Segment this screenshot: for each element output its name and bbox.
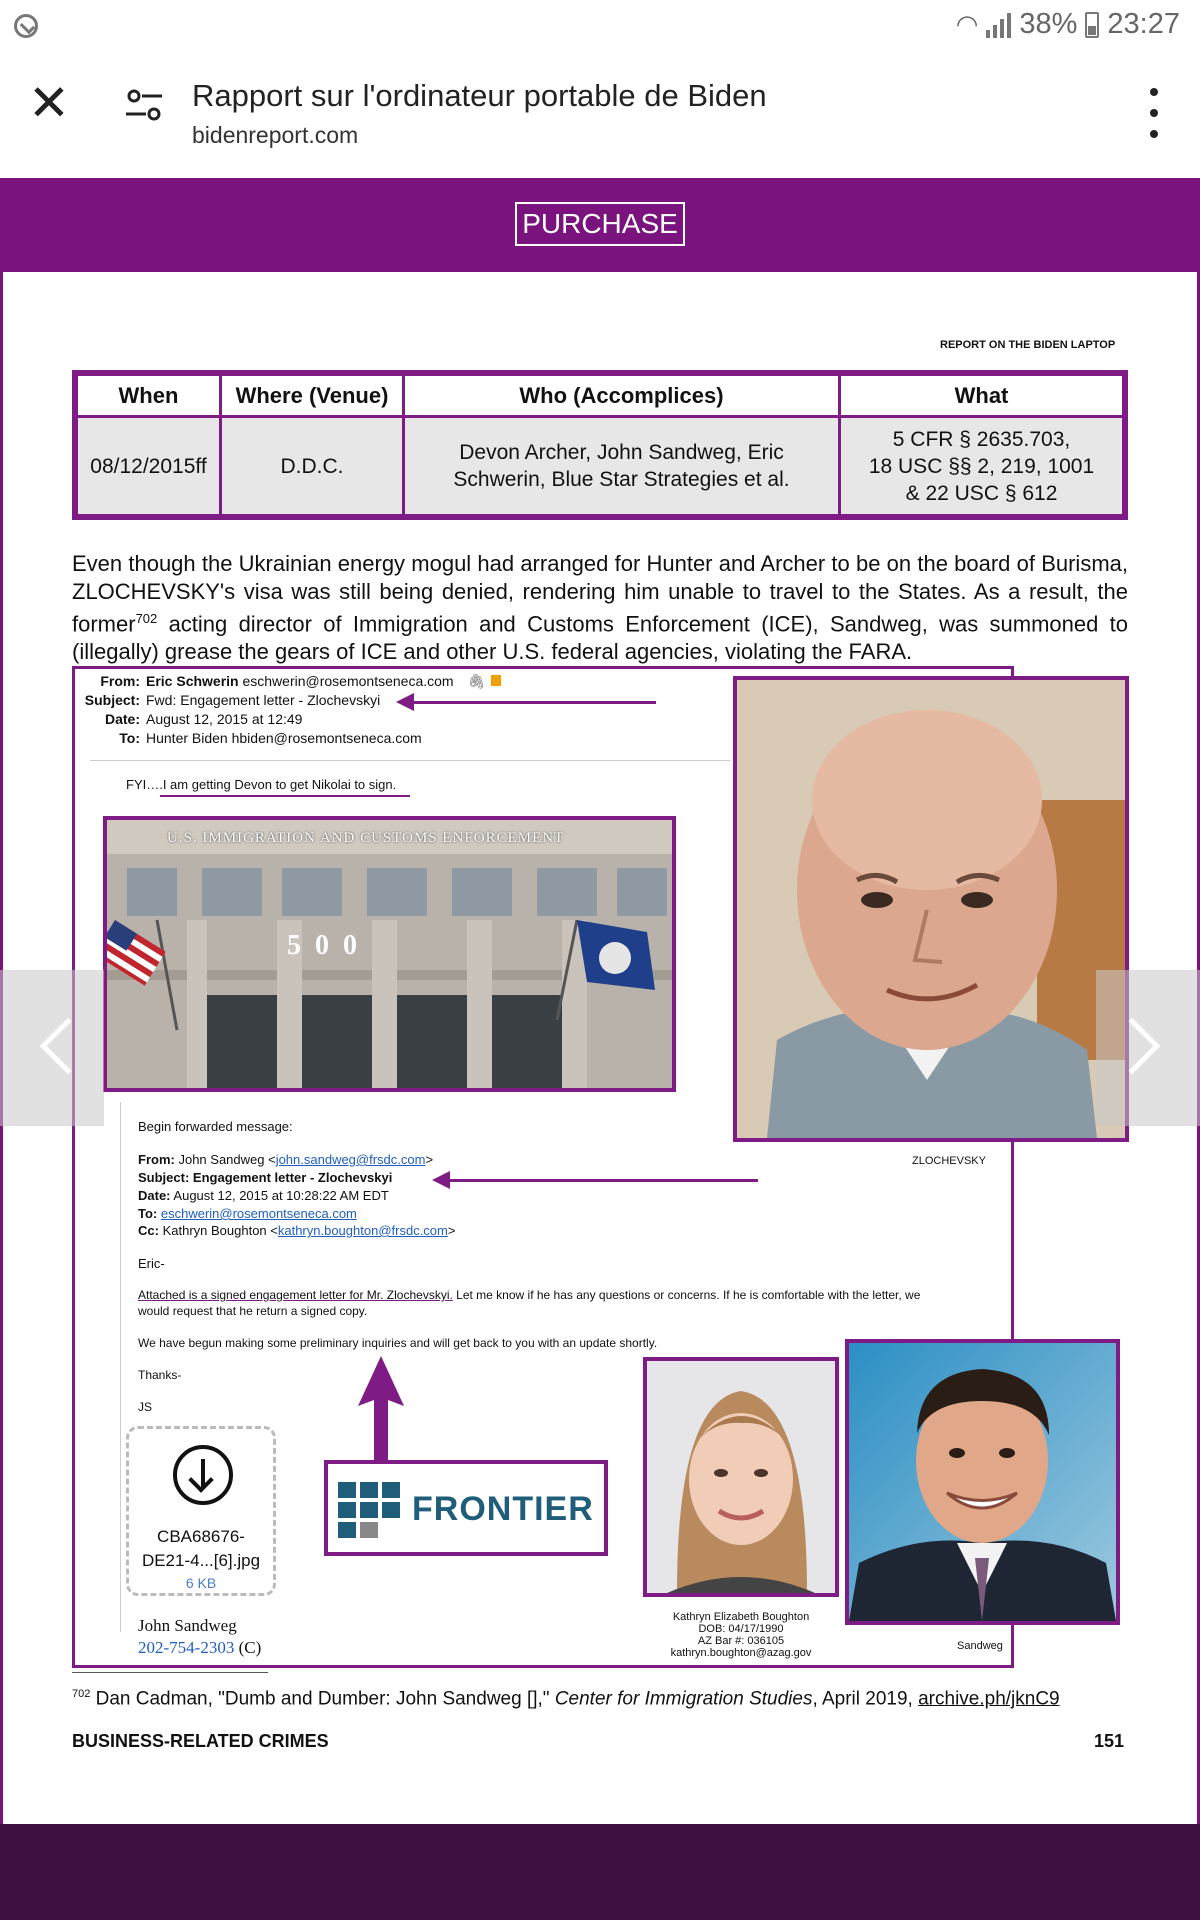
status-bar [0,0,1200,50]
table-cell-when: 08/12/2015ff [77,417,221,516]
attachment-name-1: CBA68676- [157,1527,245,1546]
wifi-icon: ◠ [955,9,979,39]
footer-section-title: BUSINESS-RELATED CRIMES [72,1731,329,1751]
status-indicators [956,8,1180,41]
email2-initials: JS [138,1400,153,1414]
email2-body1-line2: would request that he return a signed copy. [138,1304,368,1318]
next-page-button[interactable] [1096,970,1200,1126]
building-sign: U.S. IMMIGRATION AND CUSTOMS ENFORCEMENT [167,830,565,846]
page-number: 151 [1094,1731,1125,1751]
email2-to-link[interactable]: eschwerin@rosemontseneca.com [160,1206,357,1221]
signature-phone-row: 202-754-2303 (C) [138,1638,262,1657]
close-icon[interactable]: ✕ [28,75,70,131]
table-header-what: What [840,375,1124,417]
sandweg-caption: Sandweg [957,1640,1003,1652]
purchase-button[interactable]: PURCHASE [515,202,685,246]
notification-icon [14,14,38,38]
what-line-2: 18 USC §§ 2, 219, 1001 [868,454,1095,478]
paragraph-part-2: acting director of Immigration and Customs Enforcement (ICE), Sandweg, was summoned to (illegally) grease the gears of ICE and other U.S. federal agencies, violating the FARA. [72,611,1128,664]
email1-subject-row: Subject: Fwd: Engagement letter - Zlochevskyi [84,692,381,708]
forwarded-label: Begin forwarded message: [138,1119,293,1134]
email2-greeting: Eric- [138,1256,165,1271]
more-options-icon[interactable] [1140,88,1168,138]
ice-building-image [107,820,672,1088]
zlochevsky-portrait [737,680,1125,1138]
ice-building-photo [103,816,676,1092]
flag-icon [491,675,501,686]
email1-from-email: eschwerin@rosemontseneca.com [242,673,454,689]
email2-to-row: To: eschwerin@rosemontseneca.com [138,1206,357,1221]
email2-cc-row: Cc: Kathryn Boughton <kathryn.boughton@frsdc.com> [138,1223,456,1238]
attachment-size: 6 KB [185,1575,217,1591]
paragraph-part-1: Even though the Ukrainian energy mogul had arranged for Hunter and Archer to be on the board of Burisma, ZLOCHEVSKY's visa was still being denied, rendering him unable to travel to the States. As a result, the former [72,551,1128,637]
signature-phone[interactable]: 202-754-2303 [138,1638,235,1657]
table-cell-where: D.D.C. [221,417,404,516]
battery-icon [1085,12,1099,38]
signature-name: John Sandweg [138,1616,237,1635]
email1-from-row: From: Eric Schwerin eschwerin@rosemontseneca.com 🖇︎ [78,673,501,690]
what-line-1: 5 CFR § 2635.703, [892,427,1071,451]
page-title: Rapport sur l'ordinateur portable de Biden [192,78,767,113]
chevron-left-icon [40,1018,97,1075]
footnote: $^{702}$ Dan Cadman, "Dumb and Dumber: John Sandweg []," Center for Immigration Studies, April 2019, archive.ph/jknC9 [72,1688,1060,1710]
table-cell-who: Devon Archer, John Sandweg, Eric Schwerin, Blue Star Strategies et al. [404,417,840,516]
email2-body1-underlined: Attached is a signed engagement letter for Mr. Zlochevskyi. [138,1288,453,1302]
table-cell-what [840,417,1124,516]
building-number: 5 0 0 [287,930,357,961]
crime-table [72,370,1128,520]
boughton-photo [643,1357,839,1597]
footnote-ref[interactable]: 702 [135,611,158,626]
boughton-caption: Kathryn Elizabeth Boughton DOB: 04/17/1990 AZ Bar #: 036105 kathryn.boughton@azag.gov [670,1611,812,1659]
sandweg-portrait [849,1343,1116,1621]
signal-icon [986,12,1011,38]
sandweg-photo [845,1339,1120,1625]
email1-divider [90,760,730,761]
table-header-when: When [77,375,221,417]
attachment-name-2: DE21-4...[6].jpg [141,1551,261,1570]
frontier-logo-mark [338,1482,402,1538]
arrow-frontier [356,1356,406,1466]
table-header-who: Who (Accomplices) [404,375,840,417]
chevron-right-icon [1104,1018,1161,1075]
footnote-link[interactable]: archive.ph/jknC9 [918,1688,1060,1710]
bottom-banner [0,1824,1200,1920]
email1-body: FYI….I am getting Devon to get Nikolai to sign. [126,777,397,792]
download-icon [173,1445,233,1505]
frontier-logo-text: FRONTIER [412,1490,594,1528]
attachment-card[interactable] [126,1426,276,1596]
what-line-3: & 22 USC § 612 [905,481,1058,505]
zlochevsky-caption: ZLOCHEVSKY [912,1155,986,1167]
previous-page-button[interactable] [0,970,104,1126]
email2-date-row: Date: August 12, 2015 at 10:28:22 AM EDT [138,1188,389,1203]
email1-date-row: Date: August 12, 2015 at 12:49 [104,711,303,727]
table-header-where: Where (Venue) [221,375,404,417]
email2-from-link[interactable]: john.sandweg@frsdc.com [275,1152,426,1167]
email2-subject-row: Subject: Engagement letter - Zlochevskyi [138,1170,393,1185]
zlochevsky-photo [733,676,1129,1142]
email2-body2: We have begun making some preliminary inquiries and will get back to you with an update shortly. [138,1336,658,1350]
browser-app-bar [0,50,1200,178]
email1-from-name: Eric Schwerin [146,673,239,689]
frontier-logo [324,1460,608,1556]
email2-cc-link[interactable]: kathryn.boughton@frsdc.com [277,1223,448,1238]
body-paragraph [72,550,1128,665]
report-header: REPORT ON THE BIDEN LAPTOP [940,339,1116,351]
footnote-rule [72,1672,268,1673]
email1-body-underline [160,795,410,797]
email1-to-row: To: Hunter Biden hbiden@rosemontseneca.com [119,730,422,746]
email2-from-row: From: John Sandweg <john.sandweg@frsdc.com> [138,1152,434,1167]
email2-body1: Attached is a signed engagement letter for Mr. Zlochevskyi. Let me know if he has any questions or concerns. If he is comfortable with the letter, we [138,1288,921,1302]
boughton-portrait [647,1361,835,1593]
email1-subject: Fwd: Engagement letter - Zlochevskyi [146,692,381,708]
page-domain: bidenreport.com [192,122,359,148]
quote-bar [120,1102,121,1632]
battery-percent: 38% [1019,8,1078,40]
clock: 23:27 [1107,8,1180,40]
paperclip-icon: 🖇︎ [467,673,486,689]
email2-thanks: Thanks- [138,1368,182,1382]
site-settings-icon[interactable] [122,84,166,128]
email2-subject: Engagement letter - Zlochevskyi [192,1170,393,1185]
